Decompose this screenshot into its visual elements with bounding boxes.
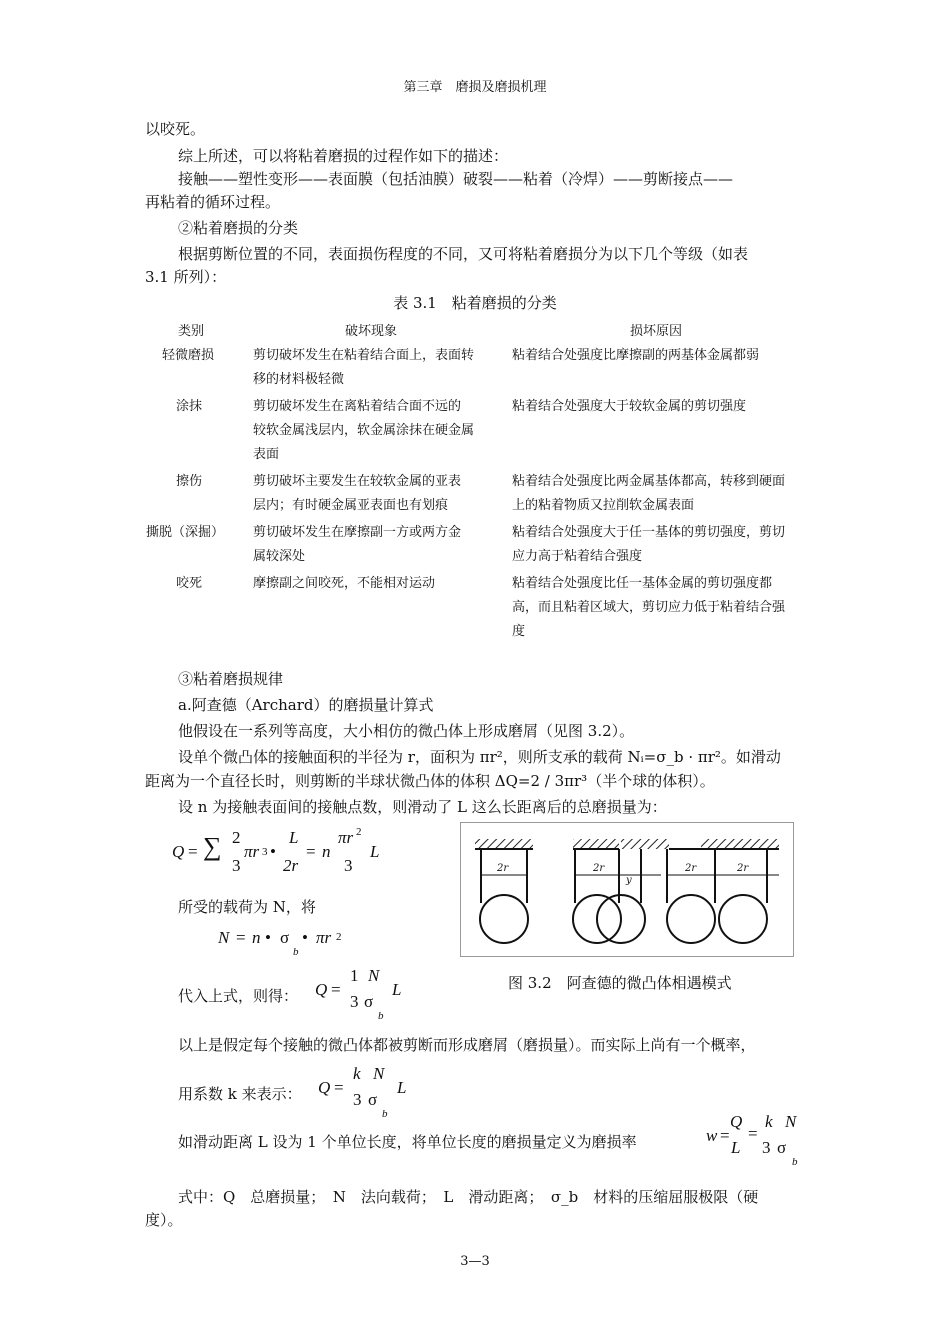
paragraph: 度）。 <box>145 1211 183 1229</box>
formula-symbol: b <box>293 946 299 958</box>
table-cell-phenomenon: 属较深处 <box>253 549 306 564</box>
table-cell-cause: 粘着结合处强度比任一基体金属的剪切强度都 <box>512 576 773 591</box>
paragraph: 距离为一个直径长时，则剪断的半球状微凸体的体积 ΔQ=2 / 3πr³（半个球的体积）。 <box>145 772 715 790</box>
figure-archard-model <box>460 822 794 957</box>
table-cell-phenomenon: 剪切破坏发生在离粘着结合面不远的 <box>253 399 462 414</box>
hatched-surface <box>475 839 533 849</box>
hatched-surface <box>621 839 669 849</box>
formula-symbol: b <box>378 1010 384 1022</box>
table-cell-phenomenon: 移的材料极轻微 <box>253 372 345 387</box>
dimension-label: 2r <box>737 863 749 874</box>
formula-symbol: = <box>748 1124 758 1143</box>
section-heading: ②粘着磨损的分类 <box>178 219 299 237</box>
formula-symbol: 3 <box>353 1090 362 1109</box>
table-caption: 表 3.1 粘着磨损的分类 <box>393 294 557 312</box>
formula-symbol: L <box>370 842 380 861</box>
formula-symbol: w <box>706 1126 718 1145</box>
dimension-label: y <box>626 875 632 886</box>
formula-symbol: Q <box>730 1112 743 1131</box>
formula-symbol: σ <box>777 1138 787 1157</box>
table-cell-cause: 粘着结合处强度大于较软金属的剪切强度 <box>512 399 747 414</box>
hatched-surface <box>701 839 779 849</box>
formula-symbol: 2r <box>283 856 299 875</box>
table-header-cause: 损坏原因 <box>630 324 683 339</box>
page-number: 3—3 <box>460 1254 490 1269</box>
formula-symbol: 3 <box>350 992 359 1011</box>
formula-symbol: = <box>331 980 341 999</box>
paragraph: 代入上式，则得： <box>178 987 299 1005</box>
formula-symbol: L <box>289 828 299 847</box>
formula-symbol: = <box>306 842 316 861</box>
paragraph: 综上所述，可以将粘着磨损的过程作如下的描述： <box>178 147 509 165</box>
formula-symbol: n <box>252 928 261 947</box>
table-cell-cause: 上的粘着物质又拉削软金属表面 <box>512 498 695 513</box>
formula-symbol: • <box>270 842 276 861</box>
asperity-circle <box>667 895 715 943</box>
table-cell-cause: 粘着结合处强度大于任一基体的剪切强度，剪切 <box>512 525 786 540</box>
formula-symbol: N <box>368 966 380 985</box>
table-cell-category: 轻微磨损 <box>162 348 215 363</box>
formula-symbol: 2 <box>356 826 362 838</box>
asperity-circle <box>719 895 767 943</box>
dimension-label: 2r <box>685 863 697 874</box>
dimension-label: 2r <box>497 863 509 874</box>
formula-symbol: N <box>785 1112 797 1131</box>
paragraph: 根据剪断位置的不同，表面损伤程度的不同，又可将粘着磨损分为以下几个等级（如表 <box>178 245 749 263</box>
table-header-category: 类别 <box>178 324 205 339</box>
formula-symbol: 2 <box>336 931 342 943</box>
formula-symbol: 3 <box>262 846 268 858</box>
formula-symbol: b <box>792 1156 798 1168</box>
formula-symbol: 3 <box>232 856 241 875</box>
table-cell-phenomenon: 摩擦副之间咬死，不能相对运动 <box>253 576 436 591</box>
table-cell-phenomenon: 剪切破坏发生在粘着结合面上，表面转 <box>253 348 475 363</box>
section-heading: ③粘着磨损规律 <box>178 670 284 688</box>
paragraph: 用系数 k 来表示： <box>178 1085 302 1103</box>
paragraph: 以咬死。 <box>145 120 206 138</box>
formula-symbol: k <box>353 1064 361 1083</box>
table-cell-phenomenon: 层内；有时硬金属亚表面也有划痕 <box>253 498 449 513</box>
table-cell-cause: 粘着结合处强度比两金属基体都高，转移到硬面 <box>512 474 786 489</box>
formula-symbol: ∑ <box>203 832 222 861</box>
page-header: 第三章 磨损及磨损机理 <box>403 80 547 95</box>
formula-symbol: = <box>236 928 246 947</box>
formula-symbol: σ <box>364 992 374 1011</box>
formula-symbol: πr <box>244 842 260 861</box>
formula-symbol: N <box>373 1064 385 1083</box>
table-cell-phenomenon: 剪切破坏主要发生在较软金属的亚表 <box>253 474 462 489</box>
paragraph: 设单个微凸体的接触面积的半径为 r，面积为 πr²，则所支承的载荷 Nᵢ=σ_b · πr²。如滑动 <box>178 748 781 766</box>
table-cell-cause: 应力高于粘着结合强度 <box>512 549 643 564</box>
paragraph: 以上是假定每个接触的微凸体都被剪断而形成磨屑（磨损量）。而实际上尚有一个概率， <box>178 1036 756 1054</box>
formula-symbol: πr <box>338 828 354 847</box>
table-cell-category: 涂抹 <box>176 399 203 414</box>
hatched-surface <box>573 839 619 849</box>
table-cell-category: 咬死 <box>176 576 203 591</box>
asperity-diagram <box>461 823 793 956</box>
formula-symbol: N <box>218 928 230 947</box>
formula-symbol: L <box>392 980 402 999</box>
table-cell-category: 擦伤 <box>176 474 203 489</box>
subsection-heading: a.阿查德（Archard）的磨损量计算式 <box>178 696 434 714</box>
table-header-phenomenon: 破坏现象 <box>345 324 398 339</box>
formula-symbol: 3 <box>762 1138 771 1157</box>
formula-symbol: • <box>302 928 308 947</box>
table-cell-cause: 高，而且粘着区域大，剪切应力低于粘着结合强 <box>512 600 786 615</box>
formula-symbol: σ <box>368 1090 378 1109</box>
paragraph: 式中：Q 总磨损量； N 法向载荷； L 滑动距离； σ_b 材料的压缩屈服极限（硬 <box>178 1188 759 1206</box>
formula-symbol: k <box>765 1112 773 1131</box>
paragraph: 他假设在一系列等高度，大小相仿的微凸体上形成磨屑（见图 3.2）。 <box>178 722 635 740</box>
figure-caption: 图 3.2 阿查德的微凸体相遇模式 <box>508 974 732 992</box>
paragraph: 3.1 所列）： <box>145 268 227 286</box>
paragraph: 所受的载荷为 N，将 <box>178 898 316 916</box>
table-cell-phenomenon: 较软金属浅层内，软金属涂抹在硬金属 <box>253 423 475 438</box>
formula-symbol: = <box>188 842 198 861</box>
formula-symbol: πr <box>316 928 332 947</box>
formula-symbol: 2 <box>232 828 241 847</box>
formula-symbol: 1 <box>350 966 359 985</box>
paragraph: 接触——塑性变形——表面膜（包括油膜）破裂——粘着（冷焊）——剪断接点—— <box>178 170 734 188</box>
formula-symbol: L <box>731 1138 741 1157</box>
paragraph: 再粘着的循环过程。 <box>145 193 281 211</box>
formula-symbol: = <box>334 1078 344 1097</box>
table-cell-cause: 度 <box>512 624 526 639</box>
formula-symbol: σ <box>280 928 290 947</box>
paragraph: 如滑动距离 L 设为 1 个单位长度，将单位长度的磨损量定义为磨损率 <box>178 1133 637 1151</box>
asperity-circle <box>480 895 528 943</box>
formula-symbol: 3 <box>344 856 353 875</box>
formula-symbol: L <box>397 1078 407 1097</box>
table-cell-category: 撕脱（深掘） <box>146 525 225 540</box>
dimension-label: 2r <box>593 863 605 874</box>
table-cell-phenomenon: 表面 <box>253 447 280 462</box>
paragraph: 设 n 为接触表面间的接触点数，则滑动了 L 这么长距离后的总磨损量为： <box>178 798 667 816</box>
formula-symbol: n <box>322 842 331 861</box>
formula-symbol: = <box>720 1126 730 1145</box>
formula-symbol: Q <box>172 842 185 861</box>
formula-symbol: • <box>265 928 271 947</box>
formula-symbol: b <box>382 1108 388 1120</box>
formula-symbol: Q <box>315 980 328 999</box>
formula-symbol: Q <box>318 1078 331 1097</box>
table-cell-phenomenon: 剪切破坏发生在摩擦副一方或两方金 <box>253 525 462 540</box>
table-cell-cause: 粘着结合处强度比摩擦副的两基体金属都弱 <box>512 348 760 363</box>
